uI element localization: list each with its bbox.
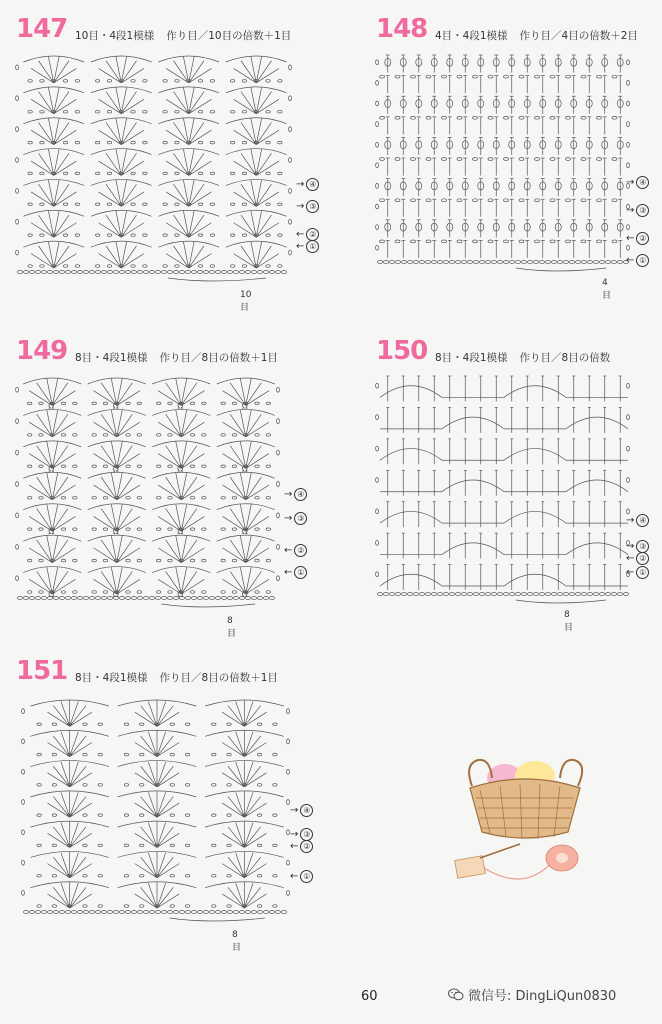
repeat-text: 8目・4段1模様 — [75, 352, 148, 364]
repeat-label: 4目 — [602, 278, 612, 301]
row-marker-4: → ④ — [296, 178, 319, 191]
foundation-text: 作り目／8目の倍数＋1目 — [159, 352, 278, 364]
stitch-chart — [14, 374, 282, 610]
foundation-text: 作り目／4目の倍数＋2目 — [519, 30, 638, 42]
pattern-description — [75, 350, 278, 365]
svg-text:Ω: Ω — [48, 464, 55, 474]
row-marker-3: → ③ — [626, 204, 649, 217]
row-marker-2: ← ② — [290, 840, 313, 853]
svg-text:Ω: Ω — [48, 527, 55, 537]
svg-text:Ω: Ω — [112, 401, 119, 411]
svg-text:Ω: Ω — [177, 464, 184, 474]
repeat-label: 10目 — [240, 290, 252, 313]
watermark-text: 微信号: DingLiQun0830 — [468, 989, 617, 1004]
svg-text:Ω: Ω — [241, 590, 248, 599]
svg-text:Ω: Ω — [48, 590, 55, 599]
row-marker-1: ← ① — [296, 240, 319, 253]
svg-text:Ω: Ω — [112, 590, 119, 599]
stitch-chart — [374, 52, 632, 274]
row-marker-2: ← ② — [296, 228, 319, 241]
row-marker-1: ← ① — [290, 870, 313, 883]
row-marker-4: → ④ — [284, 488, 307, 501]
pattern-number: 151 — [16, 656, 68, 686]
row-marker-3: → ③ — [626, 540, 649, 553]
svg-text:Ω: Ω — [241, 464, 248, 474]
wechat-watermark — [448, 985, 616, 1004]
row-marker-2: ← ② — [626, 232, 649, 245]
row-marker-2: ← ② — [284, 544, 307, 557]
svg-text:Ω: Ω — [112, 464, 119, 474]
pattern-number: 148 — [376, 14, 428, 44]
repeat-text: 8目・4段1模様 — [75, 672, 148, 684]
repeat-text: 8目・4段1模様 — [435, 352, 508, 364]
repeat-label: 8目 — [564, 610, 574, 633]
row-marker-4: → ④ — [290, 804, 313, 817]
row-marker-1: ← ① — [626, 254, 649, 267]
svg-text:Ω: Ω — [112, 527, 119, 537]
foundation-text: 作り目／8目の倍数 — [519, 352, 611, 364]
svg-text:Ω: Ω — [241, 401, 248, 411]
pattern-description — [75, 670, 278, 685]
repeat-label: 8目 — [227, 616, 237, 639]
foundation-text: 作り目／10目の倍数＋1目 — [166, 30, 292, 42]
row-marker-3: → ③ — [284, 512, 307, 525]
pattern-description — [75, 28, 291, 43]
pattern-number: 147 — [16, 14, 68, 44]
wechat-icon — [448, 988, 464, 1001]
svg-text:Ω: Ω — [177, 527, 184, 537]
svg-text:Ω: Ω — [177, 401, 184, 411]
stitch-chart — [14, 52, 294, 284]
svg-text:Ω: Ω — [48, 401, 55, 411]
pattern-description — [435, 350, 610, 365]
yarn-basket-illustration — [450, 740, 600, 894]
foundation-text: 作り目／8目の倍数＋1目 — [159, 672, 278, 684]
row-marker-4: → ④ — [626, 176, 649, 189]
page-number: 60 — [361, 989, 378, 1004]
row-marker-1: ← ① — [626, 566, 649, 579]
stitch-chart — [20, 696, 292, 924]
row-marker-3: → ③ — [296, 200, 319, 213]
svg-text:Ω: Ω — [241, 527, 248, 537]
pattern-description — [435, 28, 638, 43]
pattern-number: 149 — [16, 336, 68, 366]
repeat-label: 8目 — [232, 930, 242, 953]
row-marker-3: → ③ — [290, 828, 313, 841]
row-marker-1: ← ① — [284, 566, 307, 579]
repeat-text: 10目・4段1模様 — [75, 30, 155, 42]
repeat-text: 4目・4段1模様 — [435, 30, 508, 42]
row-marker-2: ← ② — [626, 552, 649, 565]
svg-text:Ω: Ω — [177, 590, 184, 599]
row-marker-4: → ④ — [626, 514, 649, 527]
pattern-number: 150 — [376, 336, 428, 366]
stitch-chart — [374, 370, 632, 606]
